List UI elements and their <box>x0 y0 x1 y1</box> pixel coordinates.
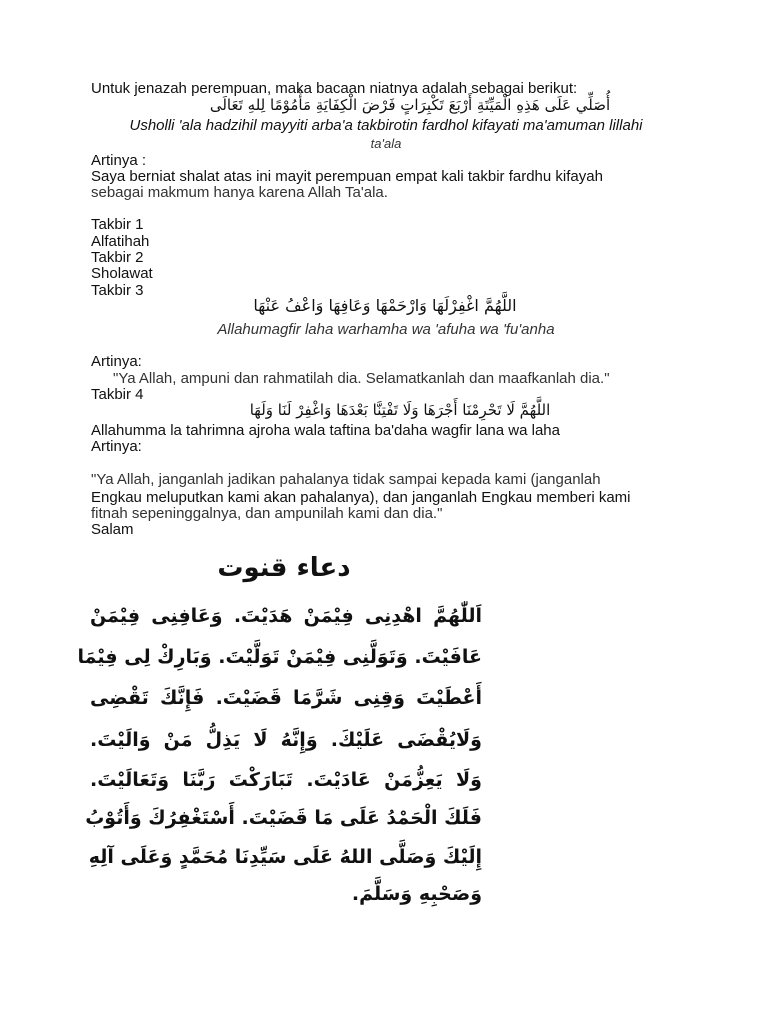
qunut-line-6: فَلَكَ الْحَمْدُ عَلَى مَا قَضَيْتَ. أَسْتَغْفِرُكَ وَأَتُوْبُ <box>85 807 482 829</box>
artinya-label-1: Artinya : <box>91 152 147 169</box>
qunut-line-5: وَلَا يَعِزُّمَنْ عَادَيْتَ. تَبَارَكْتَ رَبَّنَا وَتَعَالَيْتَ. <box>90 769 482 791</box>
qunut-line-7: إِلَيْكَ وَصَلَّى اللهُ عَلَى سَيِّدِنَا مُحَمَّدٍ وَعَلَى آلِهِ <box>88 846 482 868</box>
qunut-title: دعاء قنوت <box>217 553 351 583</box>
intro-text: Untuk jenazah perempuan, maka bacaan niatnya adalah sebagai berikut: <box>91 80 578 97</box>
artinya-text-2: "Ya Allah, ampuni dan rahmatilah dia. Selamatkanlah dan maafkanlah dia." <box>113 370 610 387</box>
artinya-text-1b: sebagai makmum hanya karena Allah Ta'ala. <box>91 184 388 201</box>
step-takbir-4: Takbir 4 <box>91 386 144 403</box>
salam-text: Salam <box>91 521 134 538</box>
qunut-line-3: أَعْطَيْتَ وَقِنِى شَرَّمَا قَضَيْتَ. فَإِنَّكَ تَقْضِى <box>90 687 482 709</box>
qunut-line-1: اَللّٰهُمَّ اهْدِنِى فِيْمَنْ هَدَيْتَ. وَعَافِنِى فِيْمَنْ <box>90 605 482 627</box>
artinya-label-3: Artinya: <box>91 438 142 455</box>
takbir3-arabic: اللَّهُمَّ اغْفِرْلَهَا وَارْحَمْهَا وَعَافِهَا وَاعْفُ عَنْهَا <box>253 296 517 315</box>
takbir4-arabic: اللَّهُمَّ لَا تَحْرِمْنَا أَجْرَهَا وَلَا تَفْتِنَّا بَعْدَهَا وَاغْفِرْ لَنَا وَلَهَا <box>249 401 551 419</box>
qunut-line-8: وَصَحْبِهِ وَسَلَّمَ. <box>351 883 482 905</box>
artinya-label-2: Artinya: <box>91 353 142 370</box>
takbir3-latin: Allahumagfir laha warhamha wa 'afuha wa 'fu'anha <box>217 321 555 338</box>
qunut-line-2: عَافَيْتَ. وَتَوَلَّنِى فِيْمَنْ تَوَلَّيْتَ. وَبَارِكْ لِى فِيْمَا <box>77 646 482 668</box>
artinya-text-1a: Saya berniat shalat atas ini mayit perempuan empat kali takbir fardhu kifayah <box>91 168 603 185</box>
step-sholawat: Sholawat <box>91 265 153 282</box>
takbir4-latin: Allahumma la tahrimna ajroha wala taftina ba'daha wagfir lana wa laha <box>91 422 560 439</box>
qunut-prayer-image <box>77 545 488 915</box>
niat-arabic: أُصَلِّي عَلَى هَذِهِ الْمَيِّتَةِ أَرْبَعَ تَكْبِرَاتٍ فَرْضَ الْكِفَايَةِ مَأْمُوْمًا لِلهِ تَعَالَى <box>209 96 611 114</box>
artinya-text-3a: "Ya Allah, janganlah jadikan pahalanya tidak sampai kepada kami (janganlah <box>91 471 601 488</box>
step-takbir-1: Takbir 1 <box>91 216 144 233</box>
step-alfatihah: Alfatihah <box>91 233 150 250</box>
step-takbir-3: Takbir 3 <box>91 282 144 299</box>
artinya-text-3b: Engkau meluputkan kami akan pahalanya), dan janganlah Engkau memberi kami <box>91 489 631 506</box>
niat-latin-line-2: ta'ala <box>370 136 402 151</box>
step-takbir-2: Takbir 2 <box>91 249 144 266</box>
artinya-text-3c: fitnah sepeninggalnya, dan ampunilah kami dan dia." <box>91 505 443 522</box>
qunut-line-4: وَلَايُقْضَى عَلَيْكَ. وَإِنَّهُ لَا يَذِلُّ مَنْ وَالَيْتَ. <box>90 729 482 751</box>
niat-latin-line-1: Usholli 'ala hadzihil mayyiti arba'a takbirotin fardhol kifayati ma'amuman lillahi <box>129 117 643 134</box>
